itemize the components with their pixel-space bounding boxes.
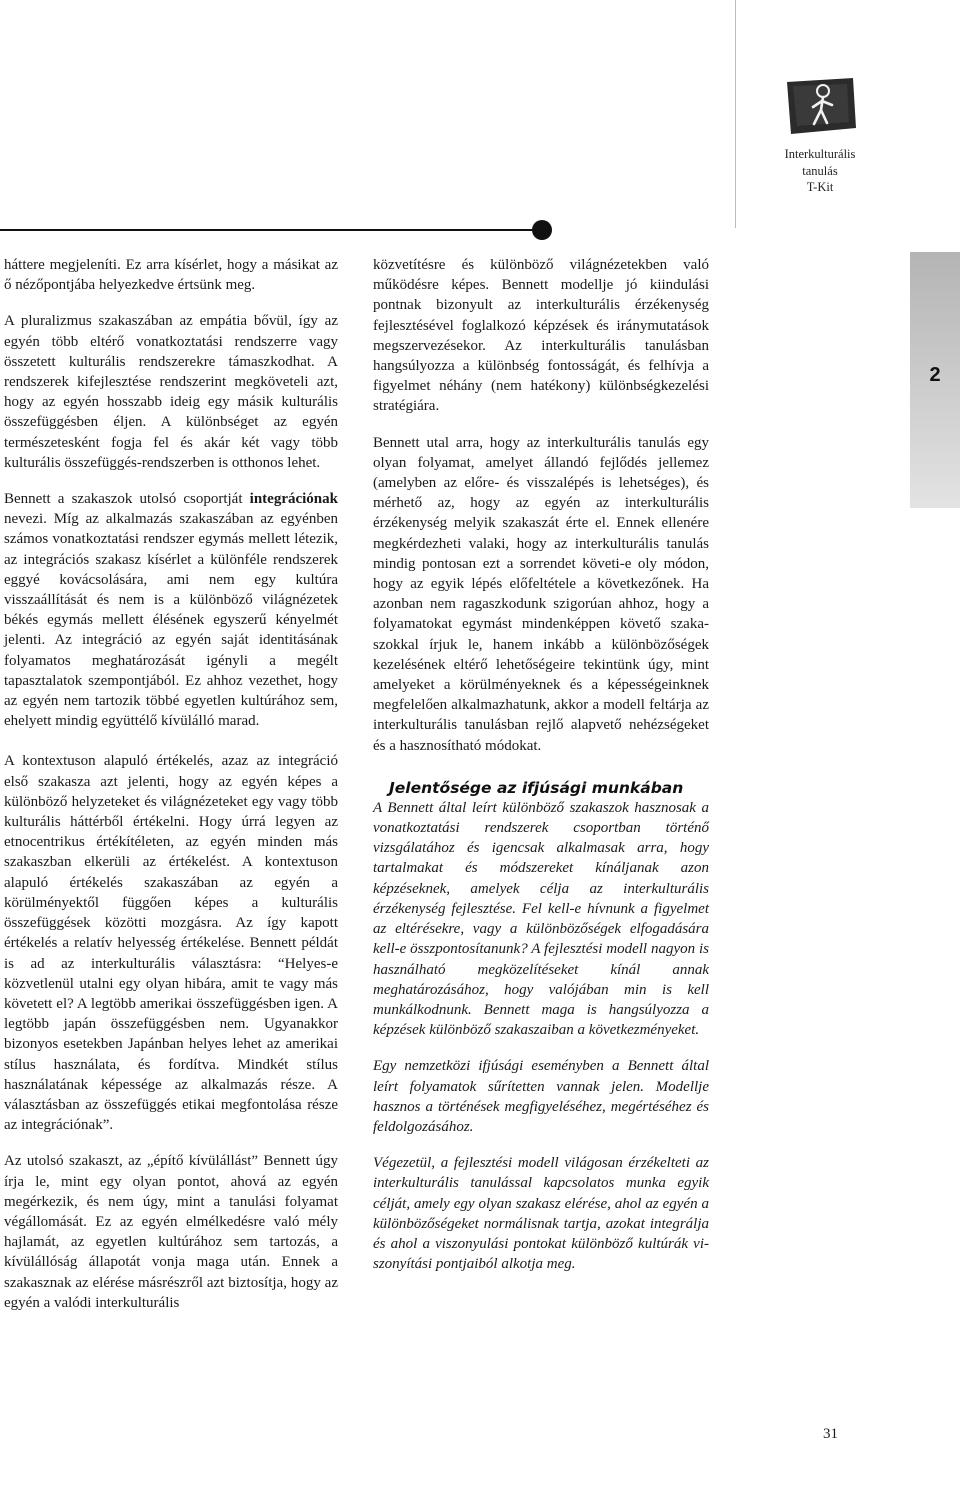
left-paragraph-4: A kontextuson alapuló értékelés, azaz az integráció első szakasza azt jelenti, hogy az egyén képes a különböző helyzeteket és világnézeteket egy vagy több kulturális háttérből értékelni. Hogy úrrá legyen az etnocentrikus értékítéleten, az egyén minden más szakaszban elkerüli az értékelést. A kontextuson alapuló értékelés szakaszában az egyén a körülményektől függően képes a kulturális összefüggések közötti mozgásra. Az így kapott értékelés a relatív helyesség értékelése. Bennett példát is ad az interkulturális választásra: “Helyes-e közvetlenül utalni egy olyan hibára, amit te vagy más követett el? A legtöbb amerikai összefüggésben igen. A legtöbb japán összefüggésben nem. Ugyanakkor bizonyos esetekben Japánban helyes lehet az amerikai stílus használata, és fordítva. Mindkét stílus használatának képessége az alkalmazás része. A választásban az összefüggés etikai megfontolása része az integrációnak”. [4,753,338,1134]
series-line-2: tanulás [802,163,838,178]
italic-paragraph-1: A Bennett által leírt különböző szakaszok hasznosak a vonatkoztatási rendszerek csoportban történő vizsgálatához és igencsak alkalmasak arra, hogy tartalmakat és módszereket kínáljanak azon képzéseknek, amelyek célja az interkulturális érzékenység fejlesztése. Fel kell-e hívnunk a figyelmet az eltérésekre, vagy a különbözőségek elfogadására kell-e összpontosítanunk? A fejlesztési modell nagyon is használható megközelítéseket kínál annak meghatározásához, hogy valójában min is kell munkálkodnunk. Bennett maga is hangsúlyozza a képzések különböző szakaszaiban a következményeket. [373,799,709,1039]
chapter-tab [910,252,960,508]
left-paragraph-3-start: Bennett a szakaszok utolsó csoportját [4,491,250,508]
italic-section [373,798,709,1274]
right-paragraph-1: közvetítésre és különböző világnézetekben való működésre képes. Bennett modellje jó kiindulási pontnak bizonyult az interkulturális érzékenység fejlesztésével foglalkozó képzések és iránymutatások megszervezésekor. Az interkulturális tanulásban hangsúlyozza a különbség fontosságát, és felhívja a figyelmet néhány (nem hatékony) különbségkezelési stratégiára. [373,257,709,415]
right-column [373,255,709,1274]
series-line-3: T-Kit [806,180,834,194]
header-rule-dot [532,220,552,240]
section-subheading: Jelentősége az ifjúsági munkában [389,778,684,797]
italic-paragraph-2: Egy nemzetközi ifjúsági eseményben a Bennett által leírt folyamatok sűrítetten vannak jelen. Modellje hasznos a történések megfigyeléséhez, megértéséhez és feldolgozásához. [373,1058,709,1135]
header-vertical-line [735,0,736,228]
left-paragraph-1: háttere megjeleníti. Ez arra kísérlet, hogy a másikat az ő nézőpontjába helyezkedve értsünk meg. [4,257,338,294]
chapter-number: 2 [929,364,941,386]
left-paragraph-2: A pluralizmus szakaszában az empátia bővül, így az egyén több eltérő vonatkoztatási rendszerre vagy összetett kulturális rendszerekre támaszkodhat. A rendszerek kifejlesztése rendszerint megköveteli azt, hogy az egyén hosszabb ideig egy másik kulturális összefüggésben éljen. A különbséget az egyén természetesként fogja fel és akár két vagy több kulturális összefüggés-rendszerben is otthonos lehet. [4,313,338,471]
page-number: 31 [823,1426,838,1442]
left-column [4,255,338,1313]
right-paragraph-2: Bennett utal arra, hogy az interkulturális tanulás egy olyan folyamat, amelyet állandó fejlődés jellemez (amelyben az előre- és visszalépés is lehetséges), és mérhető az, hogy az egyén az interkulturális érzékenység melyik szakaszát érte el. Ennek ellenére megkérdezheti valaki, hogy az interkulturális tanulás mindig pontosan ezt a sorrendet követi-e oly módon, hogy az egyik lépés előfeltétele a következőnek. Ha azonban nem ragaszkodunk szigorúan ahhoz, hogy a folyamatokat egymást mindenképpen követő szakaszokkal írjuk le, hanem inkább a különbözőségek kezelésének eltérő lehetőségeire tekintünk úgy, mint amelyeket a körülményeknek és a képességeinknek megfelelően alkalmazhatunk, akkor a modell feltárja az interkulturális tanulásban rejlő alapvető nehézségeket és a hasznosítható módokat. [373,434,709,754]
series-line-1: Interkulturális [784,147,856,161]
t-kit-logo-icon [783,76,859,136]
italic-paragraph-3: Végezetül, a fejlesztési modell világosan érzékelteti az interkulturális tanulással kapcsolatos munka egyik célját, amely egy olyan szakasz elérése, ahol az egyén a különbözőségeket normálisnak tartja, azokat integrálja és ahol a viszonyulási pontokat különböző kultúrák viszonyítási pontjaiból alkotja meg. [373,1155,709,1273]
series-title [740,146,900,196]
left-paragraph-3 [4,489,338,731]
header-rule [0,229,543,231]
left-paragraph-3-rest: nevezi. Míg az alkalmazás szakaszában az egyénben számos vonatkoztatási rendszer egymás mellett létezik, az integrációs szakasz kísérlet a különféle rendszerek eggyé kovácsolására, ami nem egy kultúra visszaállítását és nem is a különböző világnézetek békés egymás mellett élésének egyszerű kényelmét jelenti. Az integráció az egyén saját identitásának folyamatos meghatározását igényli a megélt tapasztalatok szempontjából. Ez ahhoz vezethet, hogy az egyén nem tartozik többé egyetlen kultúrához sem, ehelyett mindig együttélő kívülálló marad. [4,511,338,730]
integration-term: integrációnak [249,491,338,508]
left-paragraph-5: Az utolsó szakaszt, az „építő kívülállást” Bennett úgy írja le, mint egy olyan pontot, ahová az egyén megérkezik, és nem úgy, mint a tanulási folyamat végállomását. Ez az egyén elmélkedésre való mély hajlamát, az egyetlen kultúrához sem tartozás, a kívülállóság állapotát vonja maga után. Ennek a szakasznak az elérése másrészről azt biztosítja, hogy az egyén a valódi interkulturális [4,1153,338,1311]
